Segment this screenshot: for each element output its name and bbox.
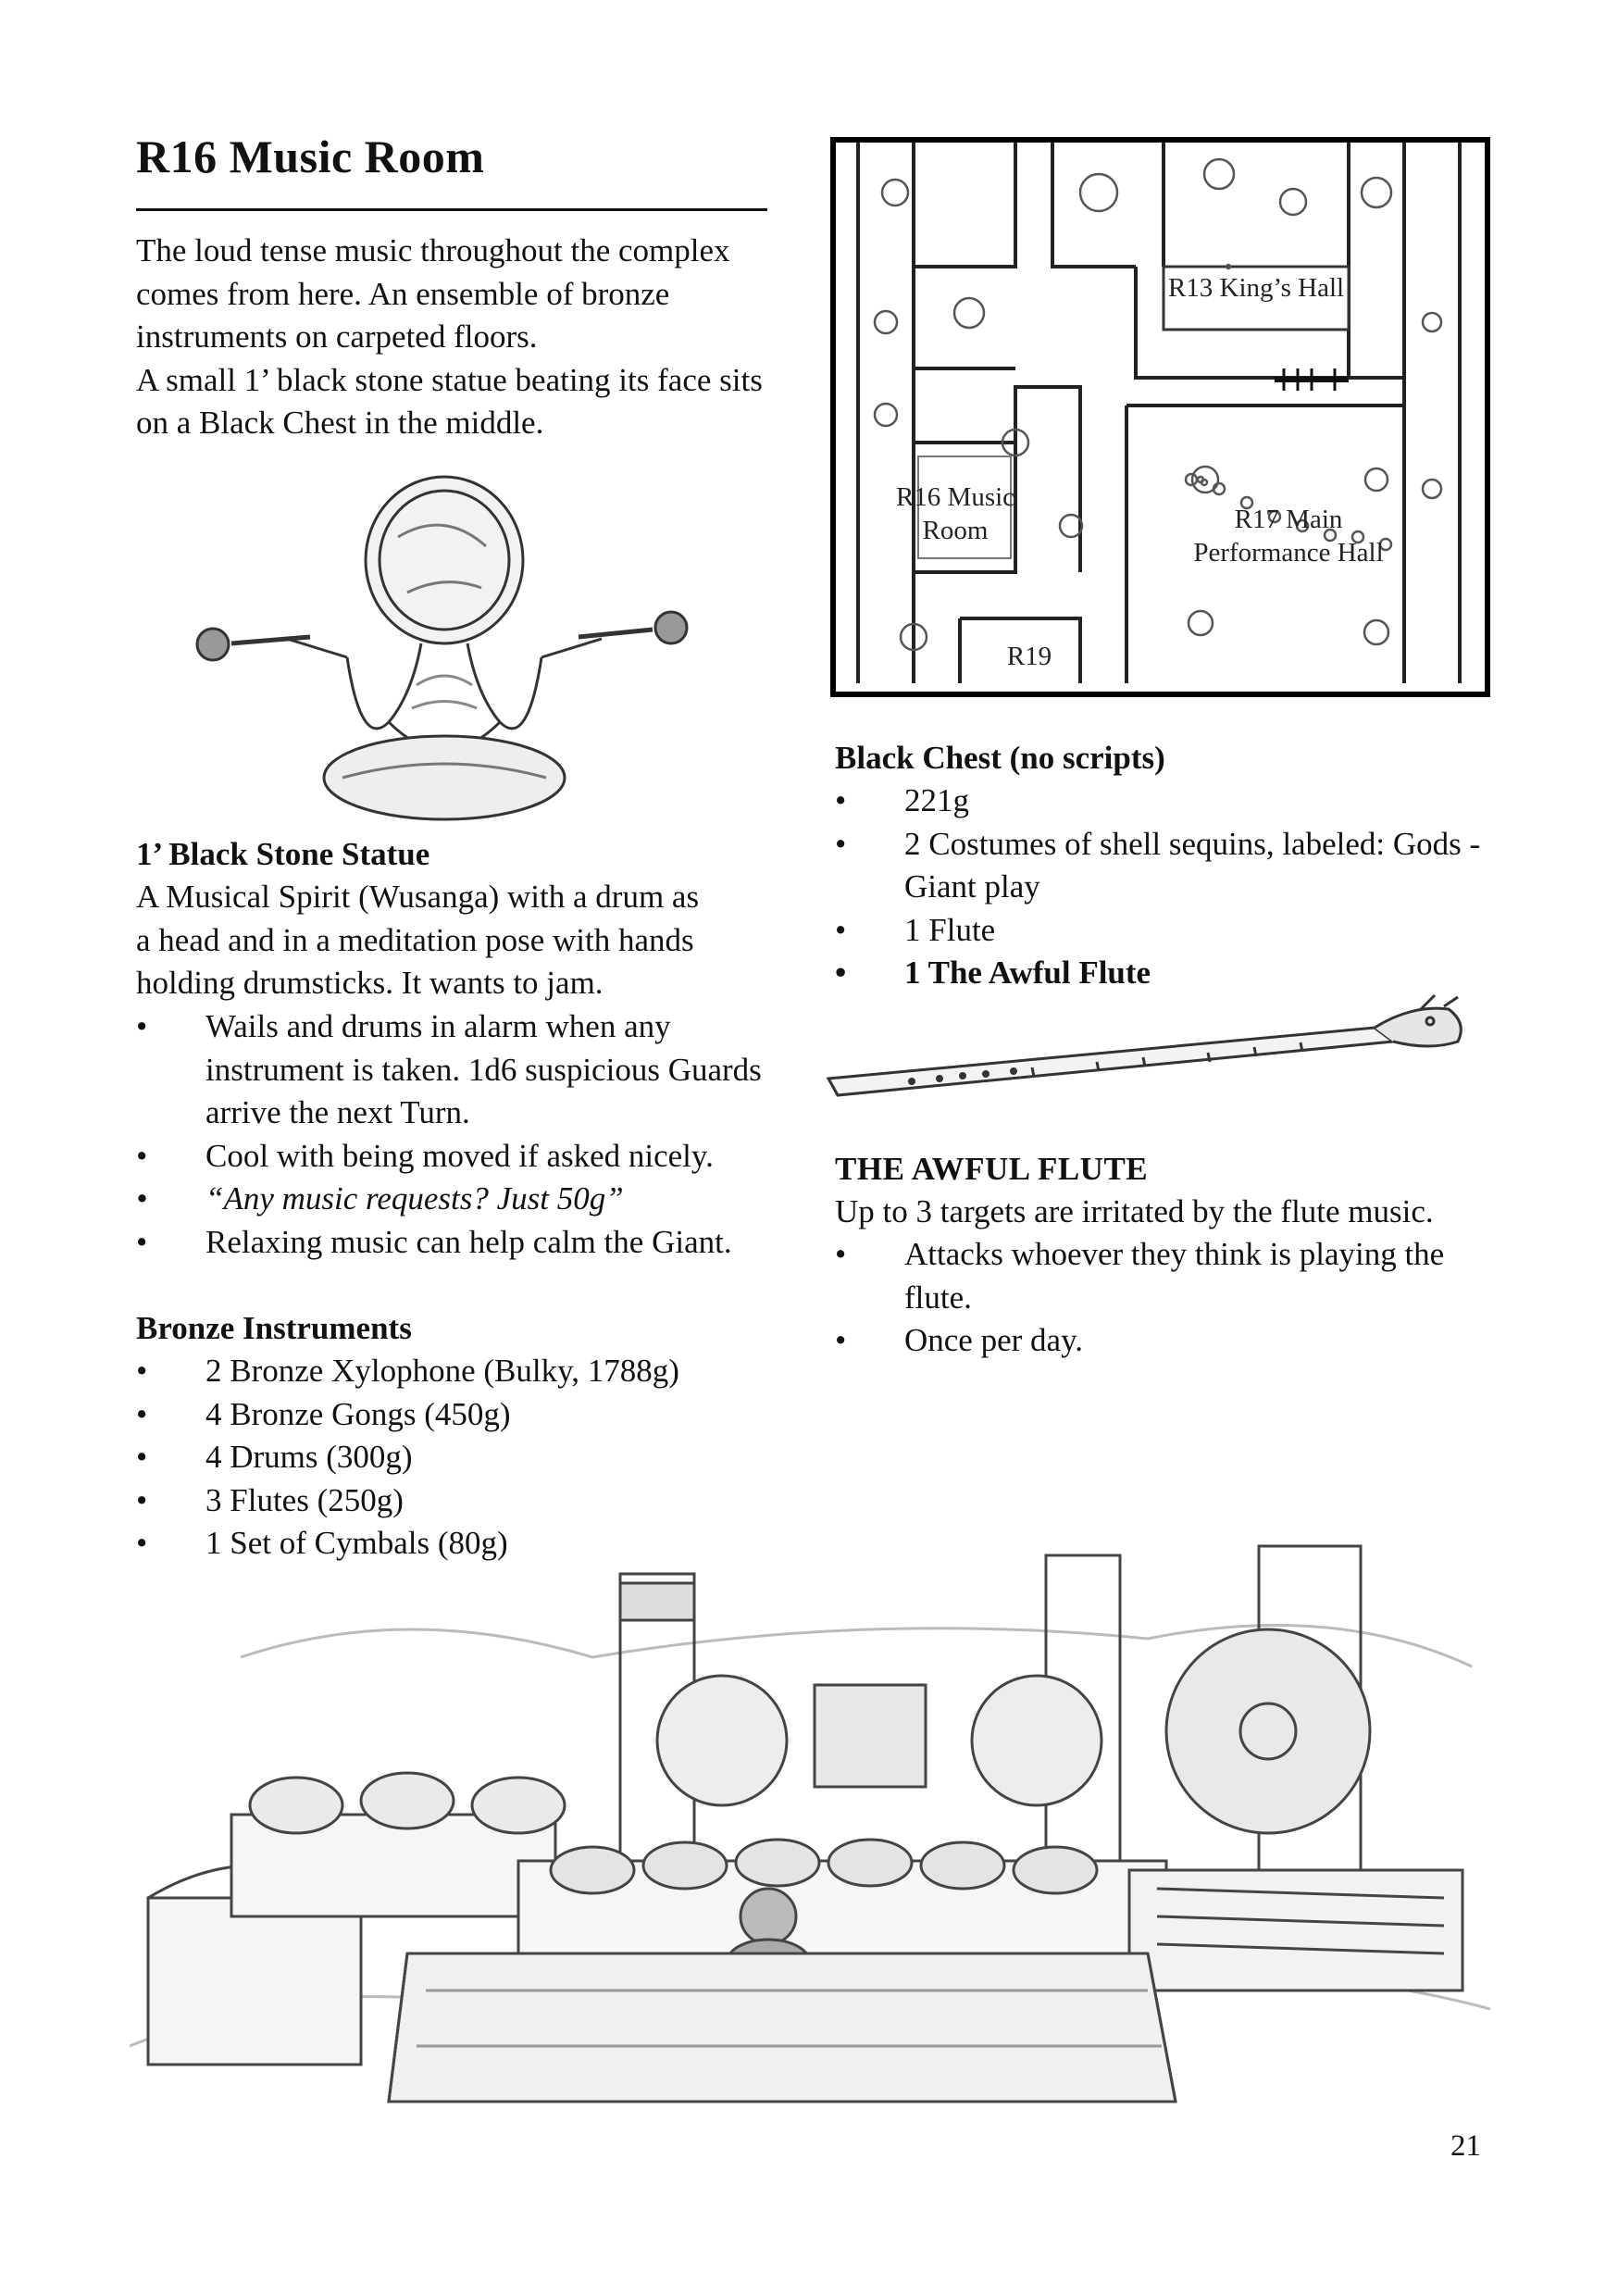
map-label-r13: R13 King’s Hall <box>1167 273 1345 303</box>
bullet-icon: • <box>136 1525 148 1561</box>
bullet-icon: • <box>835 825 847 862</box>
list-item <box>136 1436 784 1479</box>
list-item <box>835 1319 1483 1363</box>
map-label-r17-line2: Performance Hall <box>1193 538 1384 568</box>
list-item <box>835 909 1483 953</box>
bullet-icon: • <box>136 1395 148 1432</box>
map-label-r16-line2: Room <box>922 516 989 545</box>
awful-flute-bullets <box>835 1233 1483 1363</box>
list-item-text: 1 Set of Cymbals (80g) <box>205 1525 508 1561</box>
chest-contents-list <box>835 780 1483 995</box>
list-item <box>136 1479 784 1523</box>
intro-line: on a Black Chest in the middle. <box>136 405 544 441</box>
list-item-text: Attacks whoever they think is playing the flute. <box>904 1236 1445 1316</box>
statue-illustration <box>176 472 694 833</box>
bullet-icon: • <box>136 1137 148 1174</box>
list-item-text: 3 Flutes (250g) <box>205 1481 404 1518</box>
list-item-text: 1 Flute <box>904 911 996 948</box>
list-item <box>136 1393 784 1437</box>
bullet-icon: • <box>835 911 847 948</box>
bullet-icon: • <box>136 1481 148 1518</box>
list-item-text: 1 The Awful Flute <box>904 955 1151 991</box>
bullet-icon: • <box>835 782 847 818</box>
list-item <box>136 1005 784 1135</box>
list-item-text: Once per day. <box>904 1322 1084 1358</box>
flute-illustration <box>819 986 1486 1106</box>
list-item-text: “Any music requests? Just 50g” <box>205 1180 624 1217</box>
map-label-r17-line1: R17 Main <box>1234 505 1343 534</box>
intro-text <box>136 230 784 445</box>
list-item-text: 4 Drums (300g) <box>205 1439 413 1475</box>
list-item-text: Cool with being moved if asked nicely. <box>205 1137 714 1174</box>
gamelan-ensemble-illustration <box>130 1528 1490 2139</box>
statue-description <box>136 876 784 1005</box>
chest-heading: Black Chest (no scripts) <box>835 740 1165 776</box>
dungeon-map <box>830 137 1490 697</box>
statue-desc-line: holding drumsticks. It wants to jam. <box>136 965 604 1001</box>
bullet-icon: • <box>835 1322 847 1358</box>
list-item <box>136 1178 784 1221</box>
list-item-text: Wails and drums in alarm when any instrument is taken. 1d6 suspicious Guards arrive the next Turn. <box>205 1008 762 1130</box>
map-label-r16-line1: R16 Music <box>895 482 1015 512</box>
bullet-icon: • <box>136 1439 148 1475</box>
list-item-text: Relaxing music can help calm the Giant. <box>205 1223 732 1260</box>
list-item <box>136 1135 784 1179</box>
list-item-text: 2 Costumes of shell sequins, labeled: Gods - Giant play <box>904 825 1481 905</box>
bullet-icon: • <box>835 1236 847 1272</box>
instruments-heading: Bronze Instruments <box>136 1310 412 1346</box>
list-item <box>835 780 1483 823</box>
awful-flute-description: Up to 3 targets are irritated by the flute music. <box>835 1193 1434 1229</box>
page-number: 21 <box>1450 2129 1481 2163</box>
intro-line: comes from here. An ensemble of bronze <box>136 275 670 312</box>
bullet-icon: • <box>136 1353 148 1389</box>
intro-line: instruments on carpeted floors. <box>136 318 538 355</box>
title-rule <box>136 208 767 211</box>
list-item <box>835 1233 1483 1319</box>
bullet-icon: • <box>835 955 847 991</box>
page-title: R16 Music Room <box>136 131 485 182</box>
bullet-icon: • <box>136 1223 148 1260</box>
list-item <box>136 1350 784 1393</box>
list-item <box>136 1221 784 1265</box>
list-item-text: 2 Bronze Xylophone (Bulky, 1788g) <box>205 1353 679 1389</box>
awful-flute-heading: THE AWFUL FLUTE <box>835 1151 1149 1187</box>
bullet-icon: • <box>136 1180 148 1217</box>
bullet-icon: • <box>136 1008 148 1044</box>
list-item <box>835 823 1483 909</box>
list-item-text: 221g <box>904 782 969 818</box>
statue-heading: 1’ Black Stone Statue <box>136 836 430 872</box>
list-item-text: 4 Bronze Gongs (450g) <box>205 1395 511 1432</box>
statue-bullet-list <box>136 1005 784 1264</box>
map-frame <box>833 140 1487 694</box>
statue-desc-line: a head and in a meditation pose with hands <box>136 921 694 958</box>
map-label-r19: R19 <box>1006 642 1052 671</box>
statue-desc-line: A Musical Spirit (Wusanga) with a drum as <box>136 879 700 915</box>
intro-line: A small 1’ black stone statue beating its face sits <box>136 361 763 398</box>
intro-line: The loud tense music throughout the complex <box>136 232 730 268</box>
